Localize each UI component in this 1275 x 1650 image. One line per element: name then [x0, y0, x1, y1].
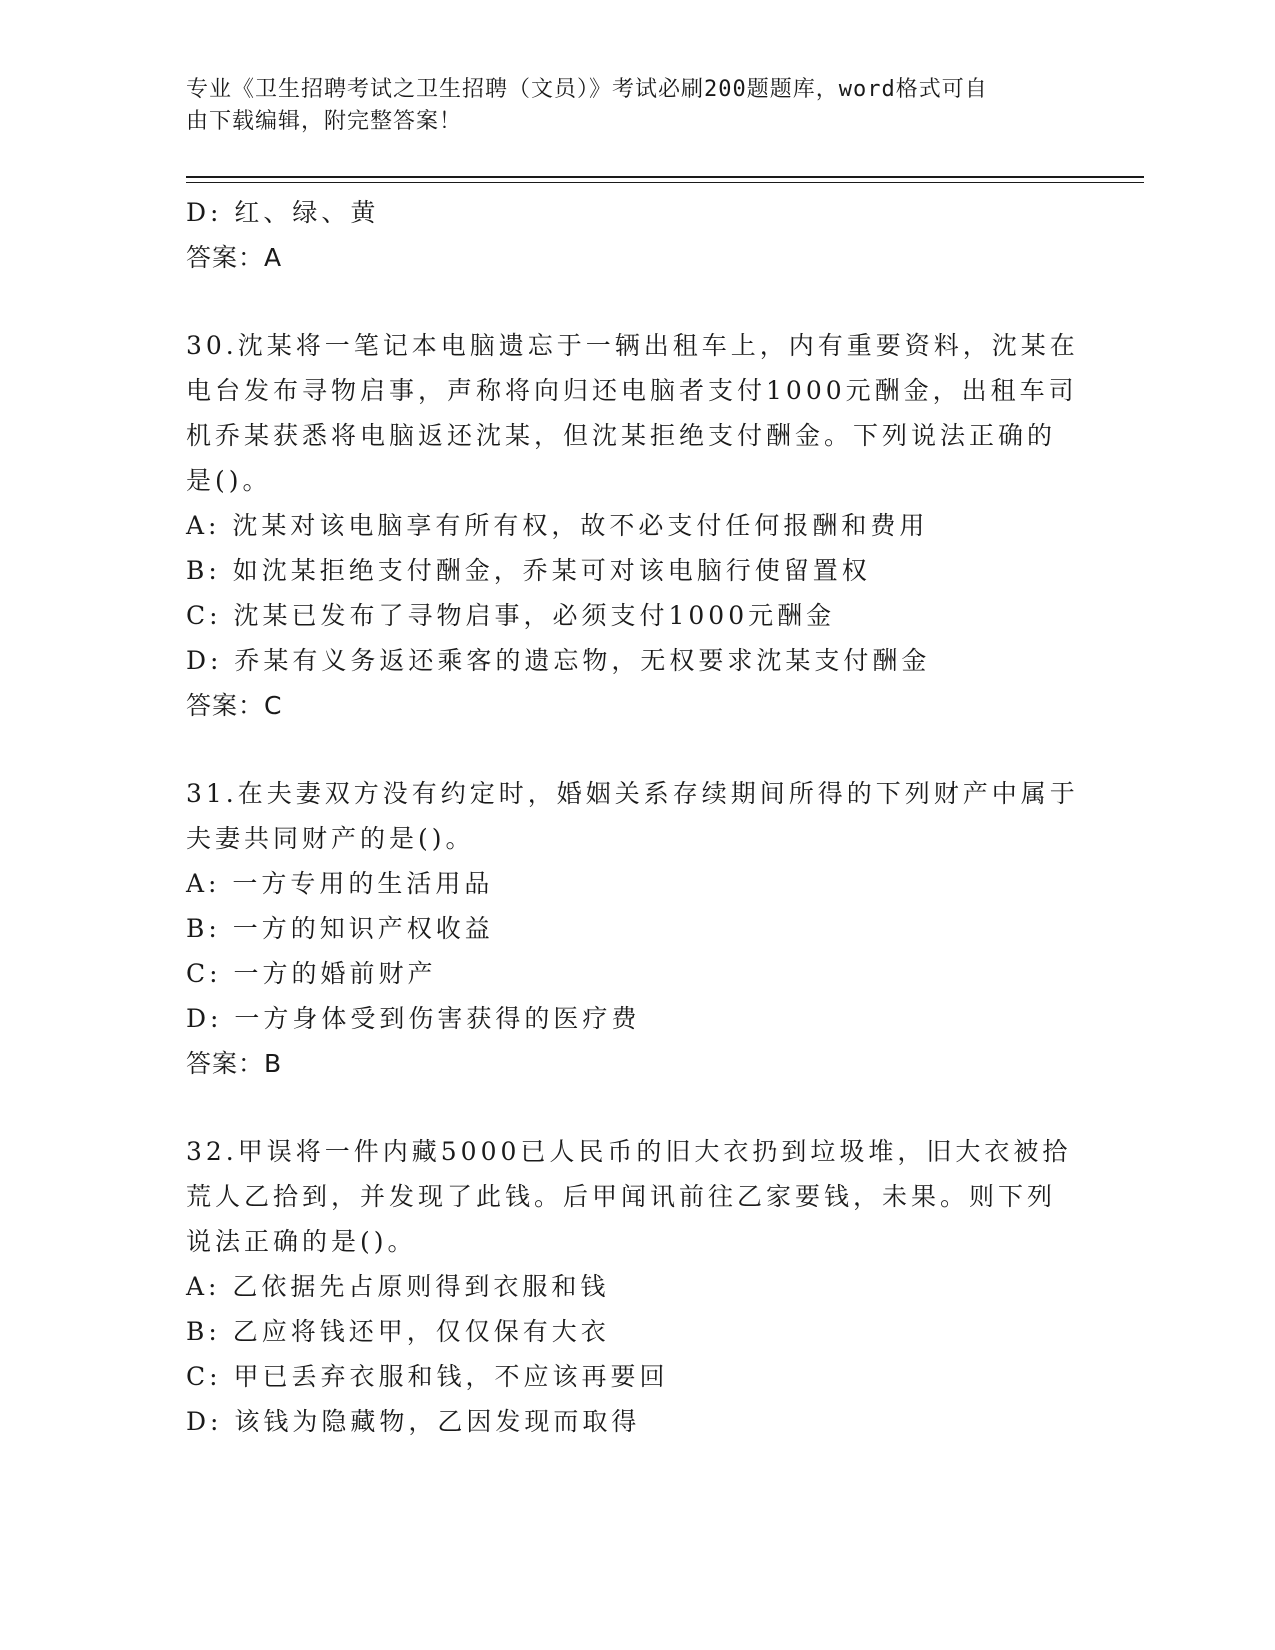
option-c: C: 甲已丢弃衣服和钱，不应该再要回 — [186, 1362, 669, 1391]
question-stem-line: 夫妻共同财产的是()。 — [186, 824, 475, 853]
question-stem-line: 说法正确的是()。 — [186, 1227, 417, 1256]
answer-line: 答案：C — [186, 691, 283, 720]
question-30 — [186, 323, 1079, 728]
header-divider-thick — [186, 176, 1144, 178]
question-stem-line: 电台发布寻物启事，声称将向归还电脑者支付1000元酬金，出租车司 — [186, 376, 1078, 405]
previous-question-tail — [186, 190, 1066, 280]
option-a: A: 沈某对该电脑享有所有权，故不必支付任何报酬和费用 — [186, 511, 929, 540]
question-stem-line: 是()。 — [186, 466, 272, 495]
option-d: D: 一方身体受到伤害获得的医疗费 — [186, 1004, 641, 1033]
option-c: C: 沈某已发布了寻物启事，必须支付1000元酬金 — [186, 601, 836, 630]
header-line-1: 专业《卫生招聘考试之卫生招聘（文员）》考试必刷200题题库，word格式可自 — [186, 77, 988, 102]
question-31 — [186, 771, 1079, 1086]
option-a: A: 一方专用的生活用品 — [186, 869, 494, 898]
option-d: D: 乔某有义务返还乘客的遗忘物，无权要求沈某支付酬金 — [186, 646, 931, 675]
option-a: A: 乙依据先占原则得到衣服和钱 — [186, 1272, 610, 1301]
question-stem-line: 30.沈某将一笔记本电脑遗忘于一辆出租车上，内有重要资料，沈某在 — [186, 331, 1079, 360]
document-header — [186, 74, 1066, 138]
question-stem-line: 荒人乙拾到，并发现了此钱。后甲闻讯前往乙家要钱，未果。则下列 — [186, 1182, 1057, 1211]
spacer — [186, 728, 1066, 771]
question-stem-line: 31.在夫妻双方没有约定时，婚姻关系存续期间所得的下列财产中属于 — [186, 779, 1079, 808]
option-b: B: 如沈某拒绝支付酬金，乔某可对该电脑行使留置权 — [186, 556, 871, 585]
header-divider-thin — [186, 182, 1144, 183]
answer-line: 答案：B — [186, 1049, 283, 1078]
header-line-2: 由下载编辑，附完整答案！ — [186, 109, 463, 134]
option-b: B: 乙应将钱还甲，仅仅保有大衣 — [186, 1317, 610, 1346]
spacer — [186, 280, 1066, 323]
option-d: D: 红、绿、黄 — [186, 198, 380, 227]
option-c: C: 一方的婚前财产 — [186, 959, 437, 988]
option-d: D: 该钱为隐藏物，乙因发现而取得 — [186, 1407, 641, 1436]
spacer — [186, 1086, 1066, 1129]
question-stem-line: 32.甲误将一件内藏5000已人民币的旧大衣扔到垃圾堆，旧大衣被拾 — [186, 1137, 1072, 1166]
question-stem-line: 机乔某获悉将电脑返还沈某，但沈某拒绝支付酬金。下列说法正确的 — [186, 421, 1057, 450]
question-32 — [186, 1129, 1072, 1444]
option-b: B: 一方的知识产权收益 — [186, 914, 494, 943]
question-list — [186, 190, 1079, 1444]
answer-line: 答案：A — [186, 243, 283, 272]
